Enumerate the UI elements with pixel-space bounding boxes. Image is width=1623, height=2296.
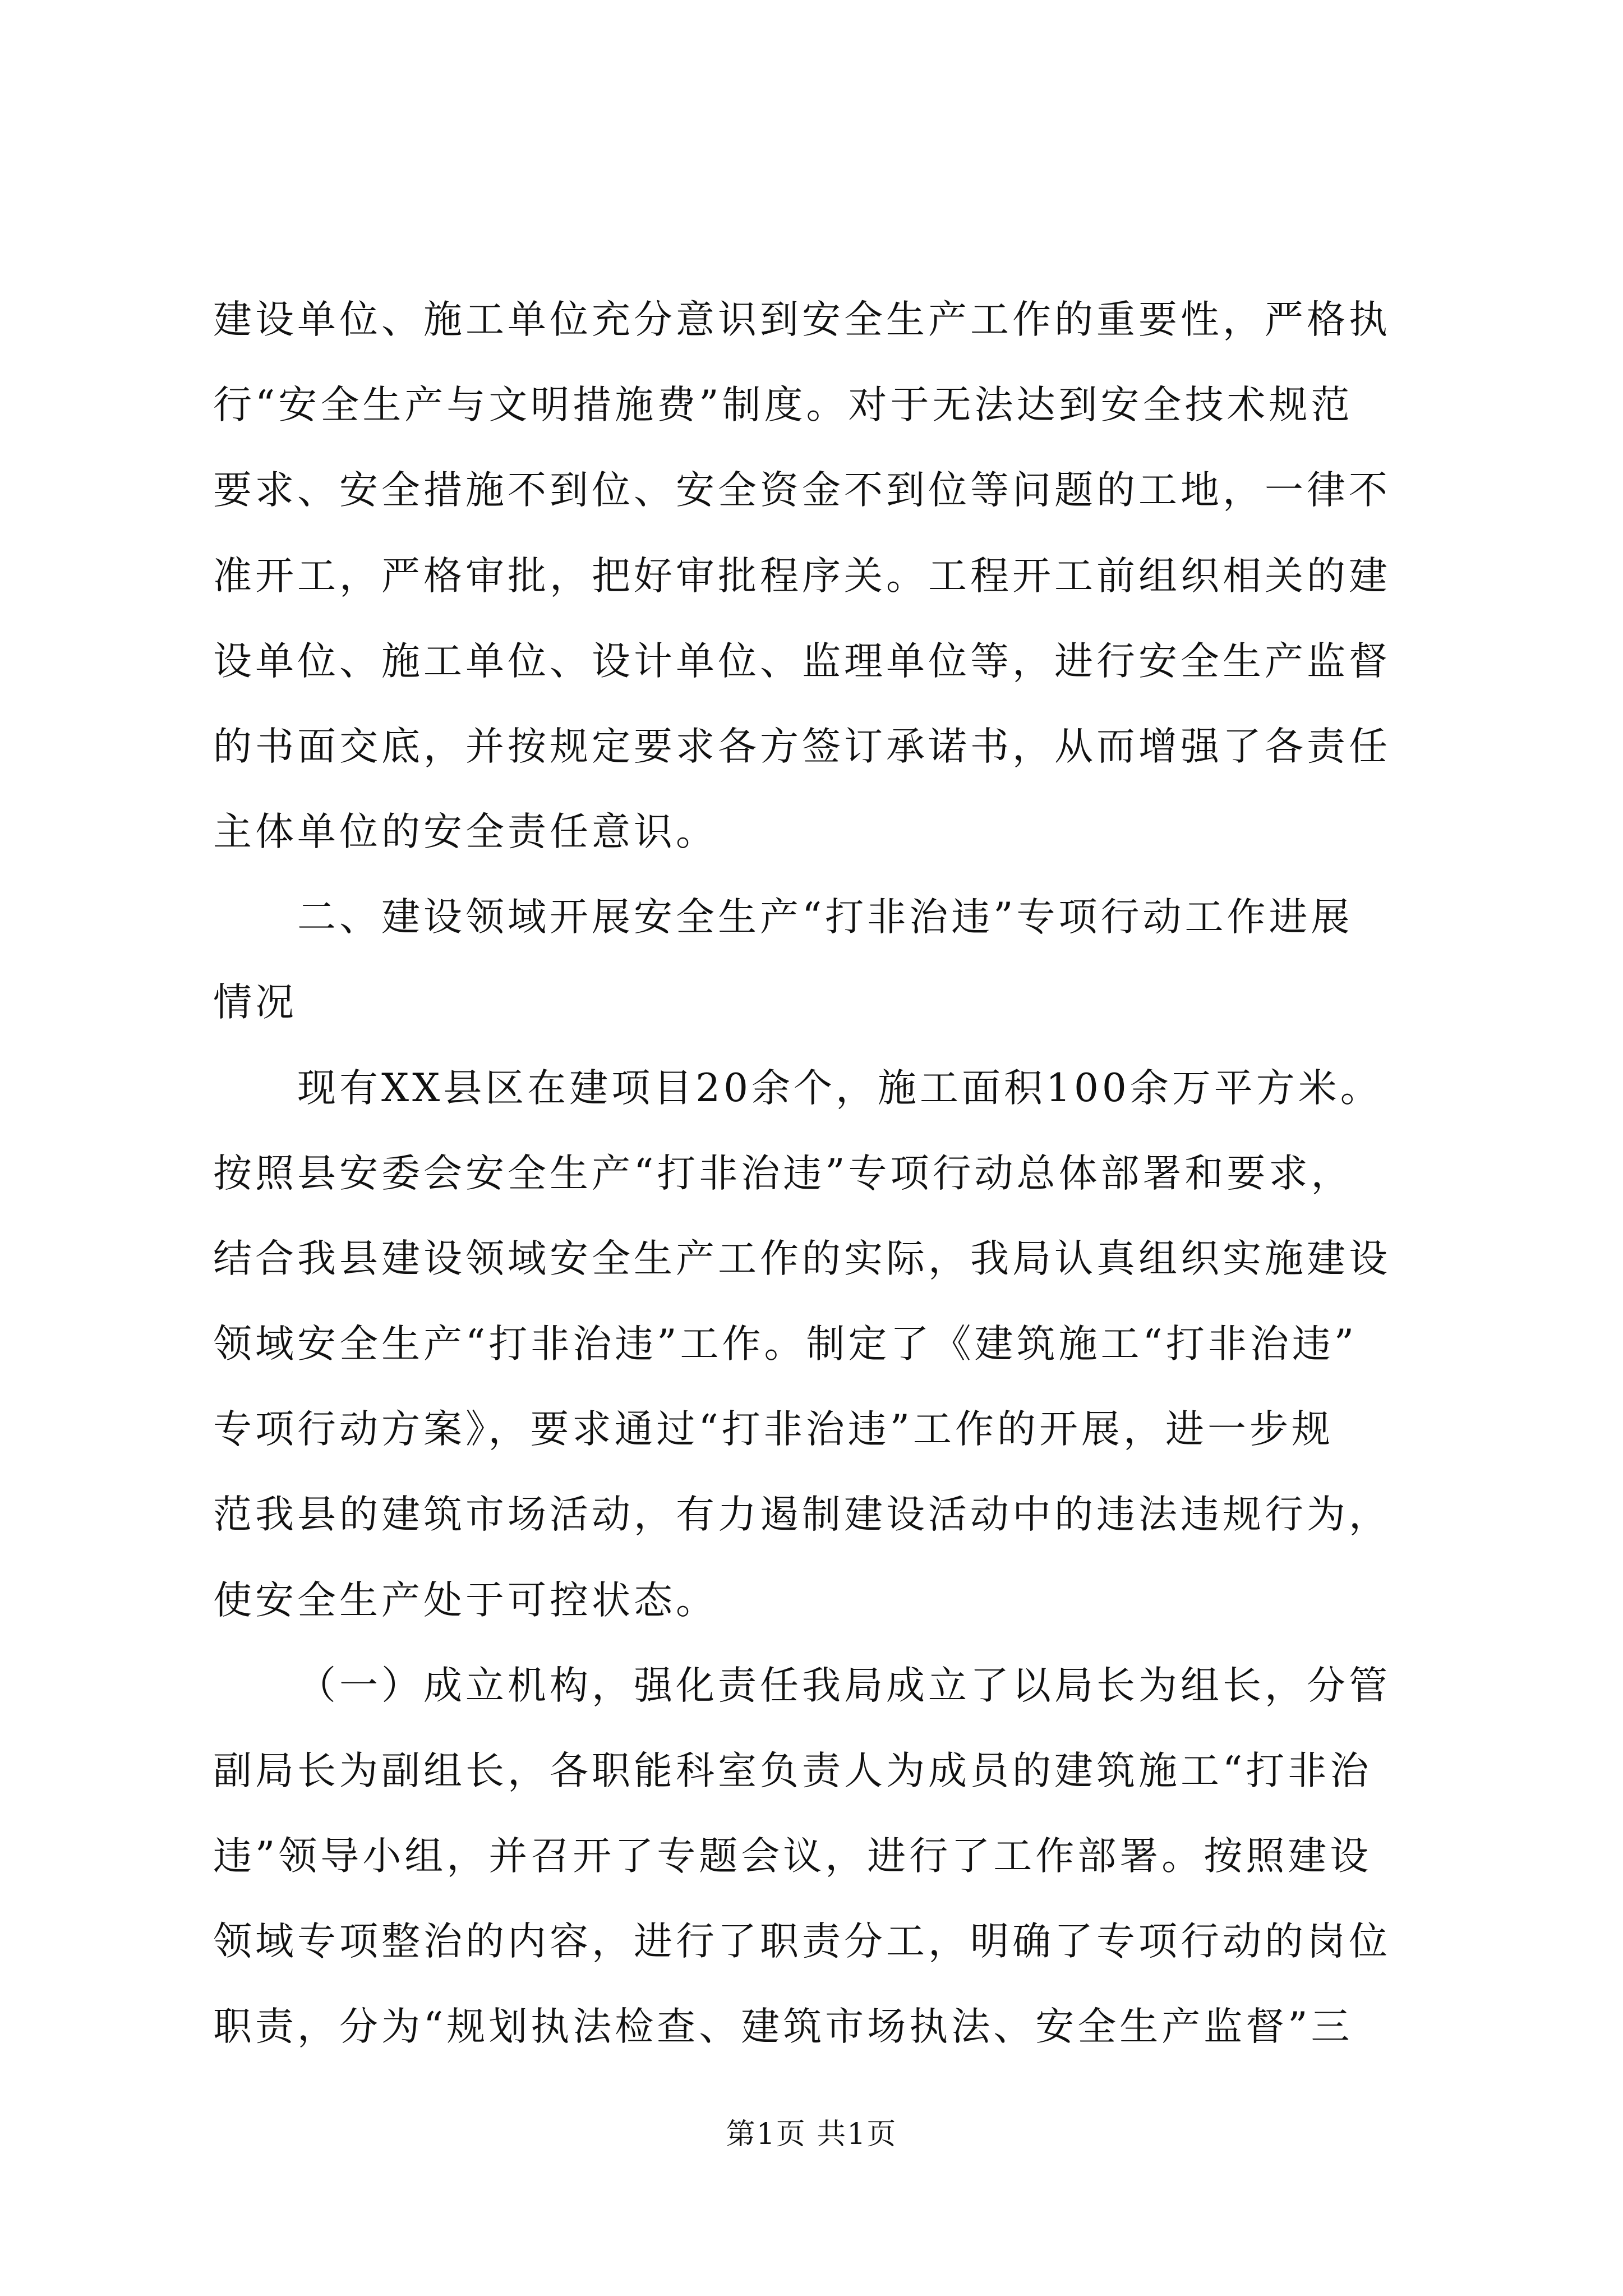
text-line: 现有XX县区在建项目20余个，施工面积100余万平方米。 (297, 1066, 1382, 1111)
text-line: 副局长为副组长，各职能科室负责人为成员的建筑施工“打非治 (213, 1749, 1372, 1793)
text-line: 领域专项整治的内容，进行了职责分工，明确了专项行动的岗位 (213, 1919, 1391, 1964)
text-line: 建设单位、施工单位充分意识到安全生产工作的重要性，严格执 (213, 297, 1391, 342)
subsection-heading: （一）成立机构，强化责任我局成立了以局长为组长，分管 (297, 1663, 1391, 1708)
section-heading-continued: 情况 (213, 980, 297, 1025)
text-line: 主体单位的安全责任意识。 (213, 809, 718, 854)
text-line: 的书面交底，并按规定要求各方签订承诺书，从而增强了各责任 (213, 724, 1391, 769)
text-line: 按照县安委会安全生产“打非治违”专项行动总体部署和要求， (213, 1151, 1353, 1196)
text-line: 违”领导小组，并召开了专题会议，进行了工作部署。按照建设 (213, 1834, 1372, 1879)
text-line: 职责，分为“规划执法检查、建筑市场执法、安全生产监督”三 (213, 2004, 1353, 2049)
text-line: 使安全生产处于可控状态。 (213, 1578, 718, 1623)
text-line: 结合我县建设领域安全生产工作的实际，我局认真组织实施建设 (213, 1236, 1391, 1281)
section-heading: 二、建设领域开展安全生产“打非治违”专项行动工作进展 (297, 895, 1353, 940)
text-line: 设单位、施工单位、设计单位、监理单位等，进行安全生产监督 (213, 639, 1391, 684)
text-line: 要求、安全措施不到位、安全资金不到位等问题的工地，一律不 (213, 468, 1391, 513)
text-line: 范我县的建筑市场活动，有力遏制建设活动中的违法违规行为， (213, 1492, 1391, 1537)
text-line: 行“安全生产与文明措施费”制度。对于无法达到安全技术规范 (213, 383, 1353, 427)
text-line: 准开工，严格审批，把好审批程序关。工程开工前组织相关的建 (213, 554, 1391, 599)
page-number-footer: 第1页 共1页 (726, 2118, 897, 2151)
text-line: 专项行动方案》，要求通过“打非治违”工作的开展，进一步规 (213, 1407, 1334, 1452)
text-line: 领域安全生产“打非治违”工作。制定了《建筑施工“打非治违” (213, 1322, 1358, 1366)
